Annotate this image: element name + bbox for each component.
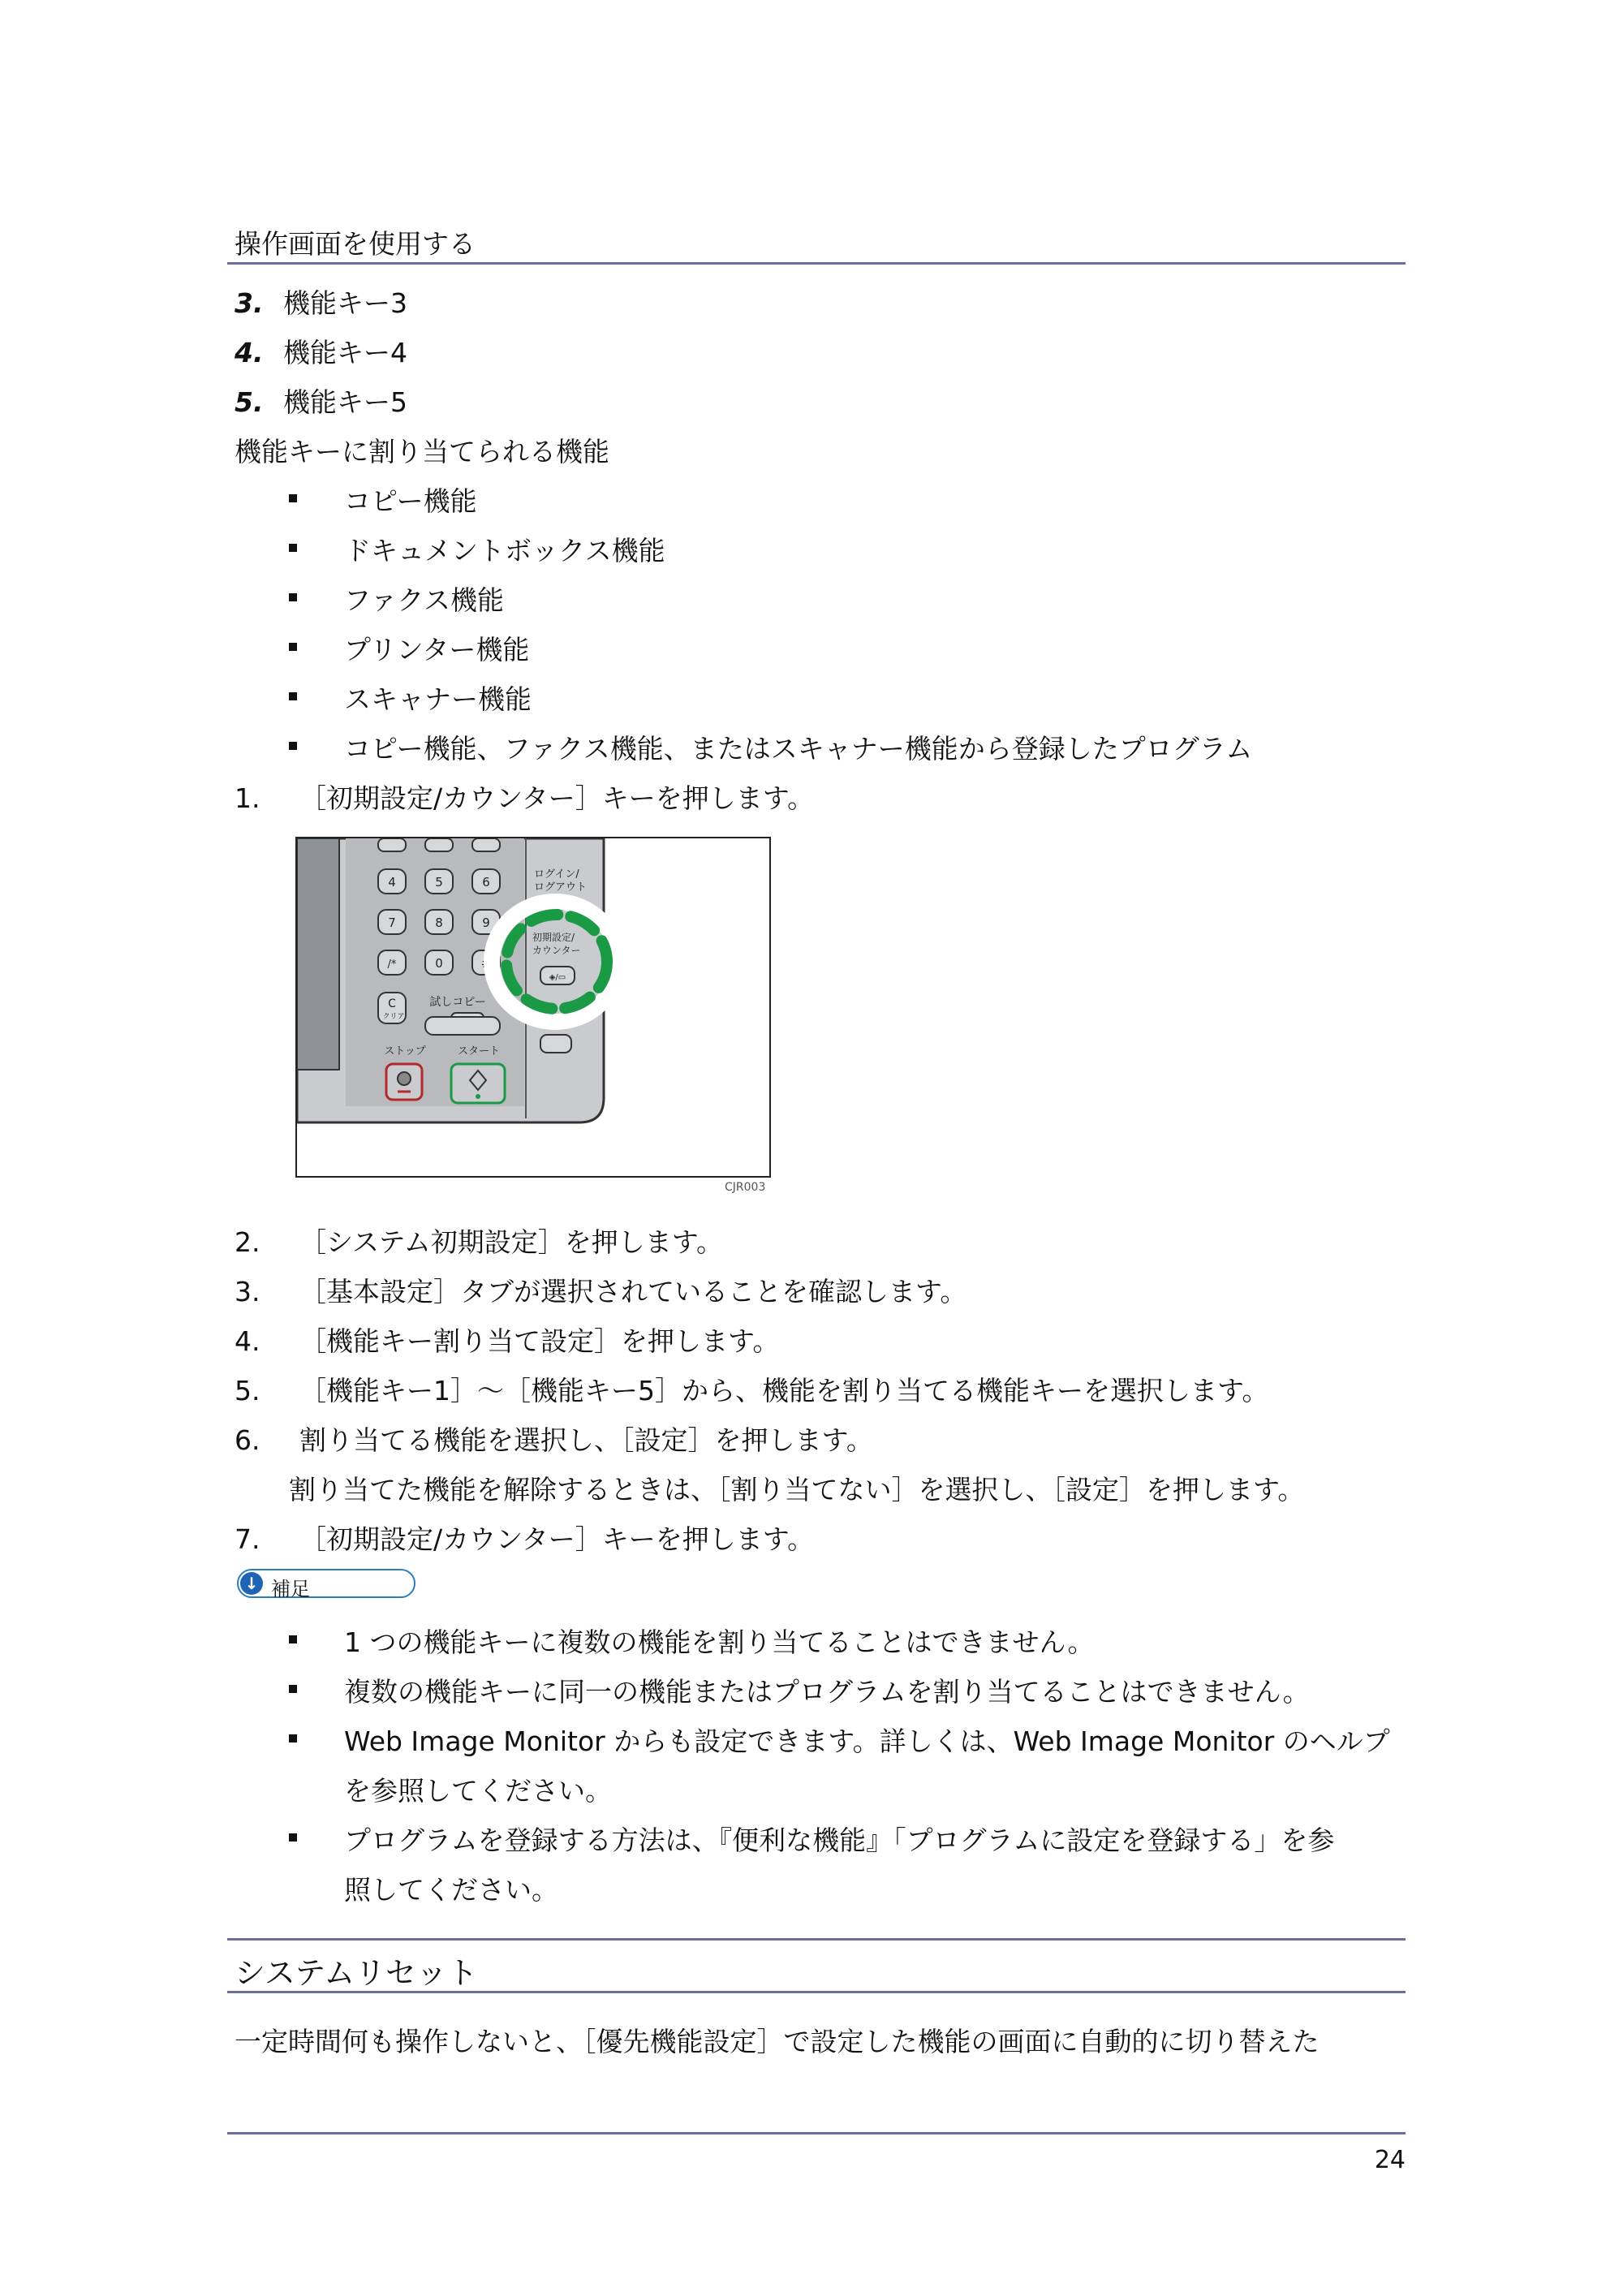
bullet-icon (289, 494, 297, 502)
stop-label: ストップ (384, 1045, 426, 1058)
step-5: 5. ［機能キー1］～［機能キー5］から、機能を割り当てる機能キーを選択します。 (235, 1375, 1269, 1406)
header-rule (227, 262, 1406, 265)
control-panel-svg (297, 838, 769, 1176)
list-item: プリンター機能 (344, 634, 530, 666)
list-item: 4. 機能キー4 (235, 337, 407, 368)
step-4: 4. ［機能キー割り当て設定］を押します。 (235, 1325, 780, 1357)
initial-settings-key-glyph: ◈/▭ (549, 973, 566, 982)
bullet-icon (289, 643, 297, 651)
list-item: スキャナー機能 (344, 683, 532, 715)
page-header-title: 操作画面を使用する (235, 228, 476, 260)
bullet-icon (289, 742, 297, 750)
key-label: /* (387, 958, 397, 971)
bullet-icon (289, 593, 297, 601)
sample-copy-key[interactable] (425, 1017, 500, 1035)
page-number: 24 (1374, 2146, 1406, 2174)
key-label: 4 (388, 875, 396, 890)
control-panel-illustration (295, 837, 771, 1178)
login-label: ログイン/ログアウト (534, 868, 588, 894)
key-label: 0 (435, 956, 443, 971)
list-item: 3. 機能キー3 (235, 287, 407, 319)
step-6: 6. 割り当てる機能を選択し、［設定］を押します。 (235, 1424, 873, 1456)
list-item: 5. 機能キー5 (235, 386, 407, 418)
bullet-icon (289, 1833, 297, 1842)
simple-screen-key[interactable] (540, 1035, 571, 1053)
bullet-icon (289, 1685, 297, 1693)
key-label: 7 (388, 915, 396, 930)
list-item: コピー機能、ファクス機能、またはスキャナー機能から登録したプログラム (344, 733, 1253, 765)
note-label-text: 補足 (271, 1578, 310, 1600)
note-item: 複数の機能キーに同一の機能またはプログラムを割り当てることはできません。 (344, 1676, 1310, 1708)
section-rule-bottom (227, 1991, 1406, 1993)
step-6-note: 割り当てた機能を解除するときは、［割り当てない］を選択し、［設定］を押します。 (289, 1474, 1305, 1506)
initial-settings-label: 初期設定/カウンター (532, 932, 581, 956)
step-2: 2. ［システム初期設定］を押します。 (235, 1226, 724, 1258)
step-3: 3. ［基本設定］タブが選択されていることを確認します。 (235, 1276, 967, 1307)
note-item-continued: を参照してください。 (344, 1775, 612, 1807)
start-label: スタート (457, 1045, 501, 1058)
note-label (237, 1569, 415, 1598)
bullet-icon (289, 544, 297, 552)
note-item: プログラムを登録する方法は、『便利な機能』「プログラムに設定を登録する」を参 (344, 1824, 1335, 1856)
note-item: Web Image Monitor からも設定できます。詳しくは、Web Image Monitor のヘルプ (344, 1725, 1390, 1757)
list-item: ファクス機能 (344, 584, 505, 616)
key-label: 9 (482, 915, 490, 930)
key-label: 8 (435, 915, 443, 930)
step-7: 7. ［初期設定/カウンター］キーを押します。 (235, 1523, 815, 1555)
key-label: # (480, 956, 492, 971)
bullet-icon (289, 1734, 297, 1742)
section-rule-top (227, 1938, 1406, 1941)
section-title: システムリセット (235, 1955, 478, 1991)
clear-key-label: C (388, 997, 396, 1010)
list-item: ドキュメントボックス機能 (344, 535, 665, 566)
section-heading: 機能キーに割り当てられる機能 (235, 436, 609, 467)
note-item-continued: 照してください。 (344, 1874, 558, 1906)
key-label: 5 (435, 875, 443, 890)
clear-key-sublabel: クリア (382, 1013, 405, 1021)
footer-rule (227, 2132, 1406, 2134)
bullet-icon (289, 692, 297, 700)
step-1: 1. ［初期設定/カウンター］キーを押します。 (235, 782, 815, 814)
simple-screen-label: 簡単画面 (537, 1014, 583, 1027)
key-label: 6 (482, 875, 490, 890)
down-arrow-icon: ↓ (240, 1572, 263, 1595)
list-item: コピー機能 (344, 485, 477, 517)
section-body: 一定時間何も操作しないと、［優先機能設定］で設定した機能の画面に自動的に切り替えた (235, 2026, 1319, 2057)
sample-copy-label: 試しコピー (429, 996, 486, 1009)
note-item: 1 つの機能キーに複数の機能を割り当てることはできません。 (344, 1626, 1095, 1658)
figure-code: CJR003 (725, 1181, 766, 1194)
bullet-icon (289, 1635, 297, 1643)
